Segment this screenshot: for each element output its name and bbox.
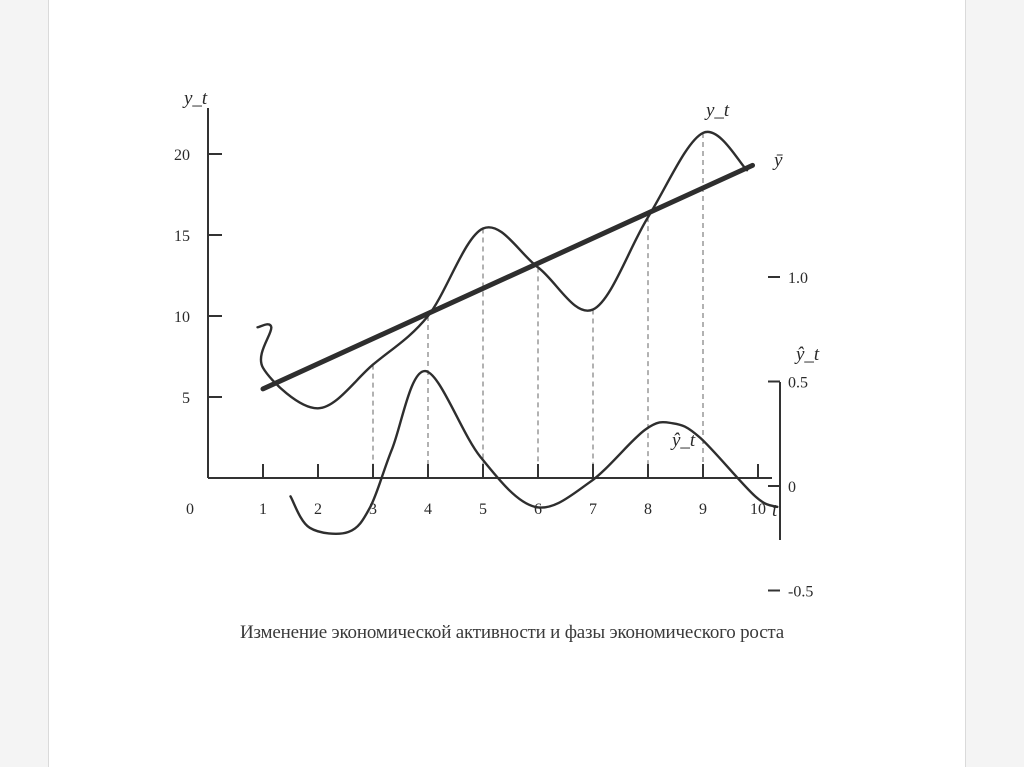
y-left-tick-label-15: 15: [174, 228, 190, 245]
y-right-tick-label--0.5: -0.5: [788, 583, 814, 601]
drop-lines: [373, 133, 703, 478]
x-tick-label-9: 9: [699, 501, 707, 518]
y-left-axis-title: y_t: [184, 88, 208, 109]
series-line-yt: [258, 132, 748, 408]
y-left-tick-label-10: 10: [174, 309, 190, 326]
y-left-tick-label-20: 20: [174, 147, 190, 164]
series-label-ybar: ȳ: [774, 150, 783, 171]
series-label-yhat: ŷ_t: [672, 430, 696, 451]
x-tick-label-10: 10: [750, 501, 766, 518]
x-tick-label-5: 5: [479, 501, 487, 518]
y-right-axis-title: ŷ_t: [796, 344, 820, 365]
series-label-yt: y_t: [706, 100, 730, 121]
x-tick-label-3: 3: [369, 501, 377, 518]
x-tick-label-2: 2: [314, 501, 322, 518]
y-right-tick-label-1.0: 1.0: [788, 270, 808, 287]
x-origin-label: 0: [186, 501, 194, 518]
series-line-ybar: [263, 165, 753, 389]
y-right-tick-label-0.5: 0.5: [788, 374, 808, 392]
x-tick-label-8: 8: [644, 501, 652, 518]
x-tick-label-4: 4: [424, 501, 432, 518]
x-axis-title: t: [772, 500, 778, 521]
x-tick-label-1: 1: [259, 501, 267, 518]
figure-caption: Изменение экономической активности и фазы экономического роста: [240, 622, 784, 643]
x-tick-label-7: 7: [589, 501, 597, 518]
y-left-tick-label-5: 5: [182, 390, 190, 407]
x-tick-label-6: 6: [534, 501, 542, 518]
axis-ticks: [174, 147, 813, 601]
series-lines: [258, 132, 778, 534]
y-right-tick-label-0: 0: [788, 479, 796, 496]
